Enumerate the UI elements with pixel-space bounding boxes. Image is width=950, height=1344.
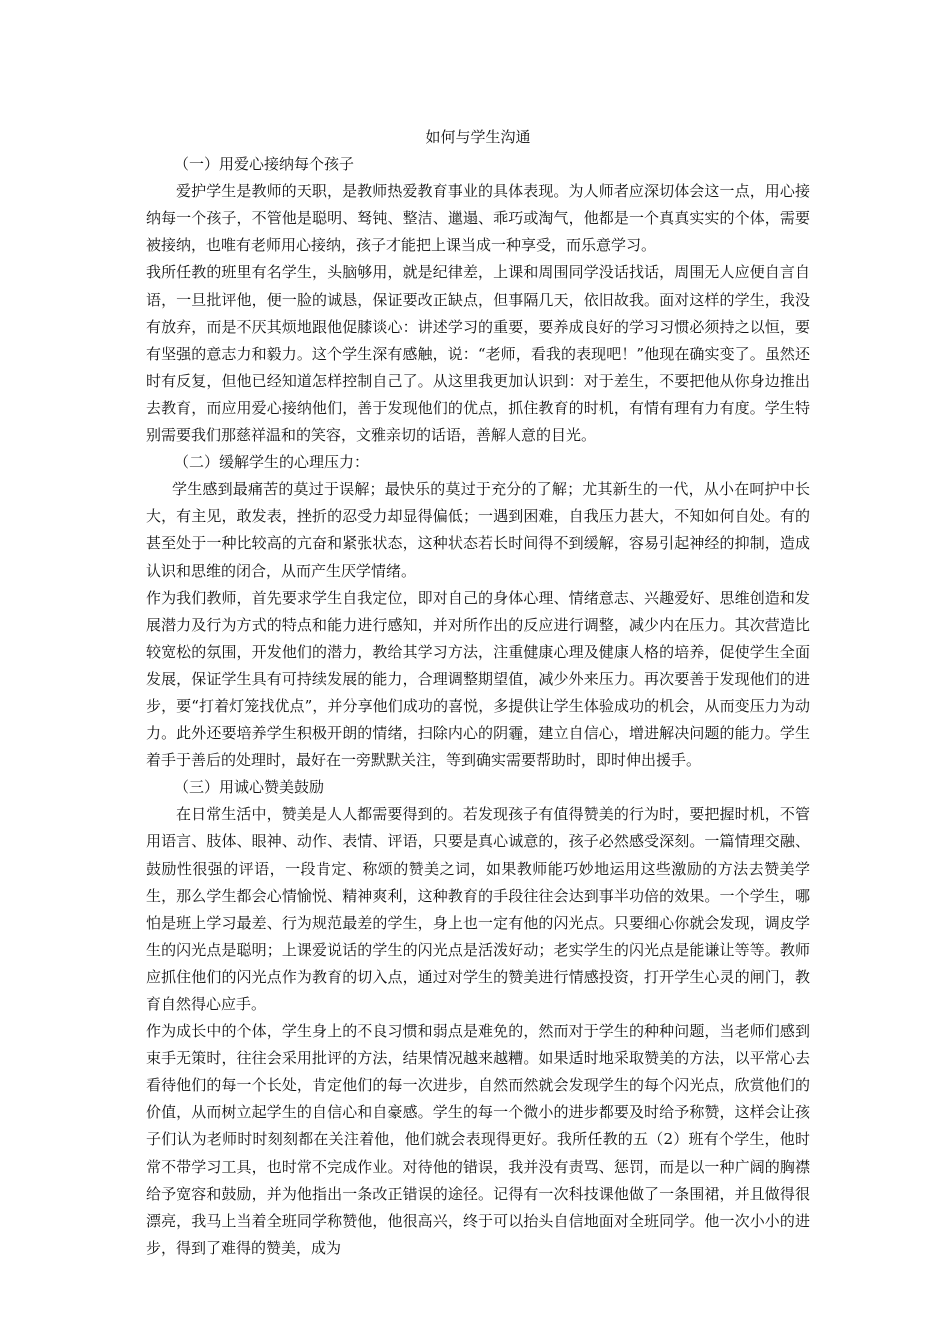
paragraph: 在日常生活中，赞美是人人都需要得到的。若发现孩子有值得赞美的行为时，要把握时机，不管用语言、肢体、眼神、动作、表情、评语，只要是真心诚意的，孩子必然感受深刻。一篇情理交融、鼓励性很强的评语，一段肯定、称颂的赞美之词，如果教师能巧妙地运用这些激励的方法去赞美学生，那么学生都会心情愉悦、精神爽利，这种教育的手段往往会达到事半功倍的效果。一个学生，哪怕是班上学习最差、行为规范最差的学生，身上也一定有他的闪光点。只要细心你就会发现，调皮学生的闪光点是聪明；上课爱说话的学生的闪光点是活泼好动；老实学生的闪光点是能谦让等等。教师应抓住他们的闪光点作为教育的切入点，通过对学生的赞美进行情感投资，打开学生心灵的闸门，教育自然得心应手。 bbox=[146, 805, 810, 1013]
document-title: 如何与学生沟通 bbox=[425, 128, 531, 146]
document-page bbox=[146, 124, 810, 1262]
section-heading: （一）用爱心接纳每个孩子 bbox=[174, 155, 355, 174]
section-heading: （三）用诚心赞美鼓励 bbox=[174, 778, 325, 797]
paragraph: 作为成长中的个体，学生身上的不良习惯和弱点是难免的，然而对于学生的种种问题，当老师们感到束手无策时，往往会采用批评的方法，结果情况越来越糟。如果适时地采取赞美的方法，以平常心去看待他们的每一个长处，肯定他们的每一次进步，自然而然就会发现学生的每个闪光点，欣赏他们的价值，从而树立起学生的自信心和自豪感。学生的每一个微小的进步都要及时给予称赞，这样会让孩子们认为老师时时刻刻都在关注着他，他们就会表现得更好。我所任教的五（2）班有个学生，他时常不带学习工具，也时常不完成作业。对待他的错误，我并没有责骂、惩罚，而是以一种广阔的胸襟给予宽容和鼓励，并为他指出一条改正错误的途径。记得有一次科技课他做了一条围裙，并且做得很漂亮，我马上当着全班同学称赞他，他很高兴，终于可以抬头自信地面对全班同学。他一次小小的进步，得到了难得的赞美，成为 bbox=[146, 1022, 810, 1257]
section-1 bbox=[146, 151, 810, 449]
paragraph: 作为我们教师，首先要求学生自我定位，即对自己的身体心理、情绪意志、兴趣爱好、思维创造和发展潜力及行为方式的特点和能力进行感知，并对所作出的反应进行调整，减少内在压力。其次营造比较宽松的氛围，开发他们的潜力，教给其学习方法，注重健康心理及健康人格的培养，促使学生全面发展，保证学生具有可持续发展的能力，合理调整期望值，减少外来压力。再次要善于发现他们的进步，要“打着灯笼找优点”，并分享他们成功的喜悦，多提供让学生体验成功的机会，从而变压力为动力。此外还要培养学生积极开朗的情绪，扫除内心的阴霾，建立自信心，增进解决问题的能力。学生着手于善后的处理时，最好在一旁默默关注，等到确实需要帮助时，即时伸出援手。 bbox=[146, 588, 810, 770]
paragraph: 学生感到最痛苦的莫过于误解；最快乐的莫过于充分的了解；尤其新生的一代，从小在呵护中长大，有主见，敢发表，挫折的忍受力却显得偏低；一遇到困难，自我压力甚大，不知如何自处。有的甚至处于一种比较高的亢奋和紧张状态，这种状态若长时间得不到缓解，容易引起神经的抑制，造成认识和思维的闭合，从而产生厌学情绪。 bbox=[146, 480, 810, 580]
paragraph: 我所任教的班里有名学生，头脑够用，就是纪律差，上课和周围同学没话找话，周围无人应便自言自语，一旦批评他，便一脸的诚恳，保证要改正缺点，但事隔几天，依旧故我。面对这样的学生，我没有放弃，而是不厌其烦地跟他促膝谈心：讲述学习的重要，要养成良好的学习习惯必须持之以恒，要有坚强的意志力和毅力。这个学生深有感触，说：“老师，看我的表现吧！”他现在确实变了。虽然还时有反复，但他已经知道怎样控制自己了。从这里我更加认识到：对于差生，不要把他从你身边推出去教育，而应用爱心接纳他们，善于发现他们的优点，抓住教育的时机，有情有理有力有度。学生特别需要我们那慈祥温和的笑容，文雅亲切的话语，善解人意的目光。 bbox=[146, 263, 810, 445]
section-2 bbox=[146, 449, 810, 774]
paragraph: 爱护学生是教师的天职，是教师热爱教育事业的具体表现。为人师者应深切体会这一点，用心接纳每一个孩子，不管他是聪明、驽钝、整洁、邋遢、乖巧或淘气，他都是一个真真实实的个体，需要被接纳，也唯有老师用心接纳，孩子才能把上课当成一种享受，而乐意学习。 bbox=[146, 182, 810, 255]
section-heading: （二）缓解学生的心理压力： bbox=[174, 453, 370, 472]
section-3 bbox=[146, 774, 810, 1262]
